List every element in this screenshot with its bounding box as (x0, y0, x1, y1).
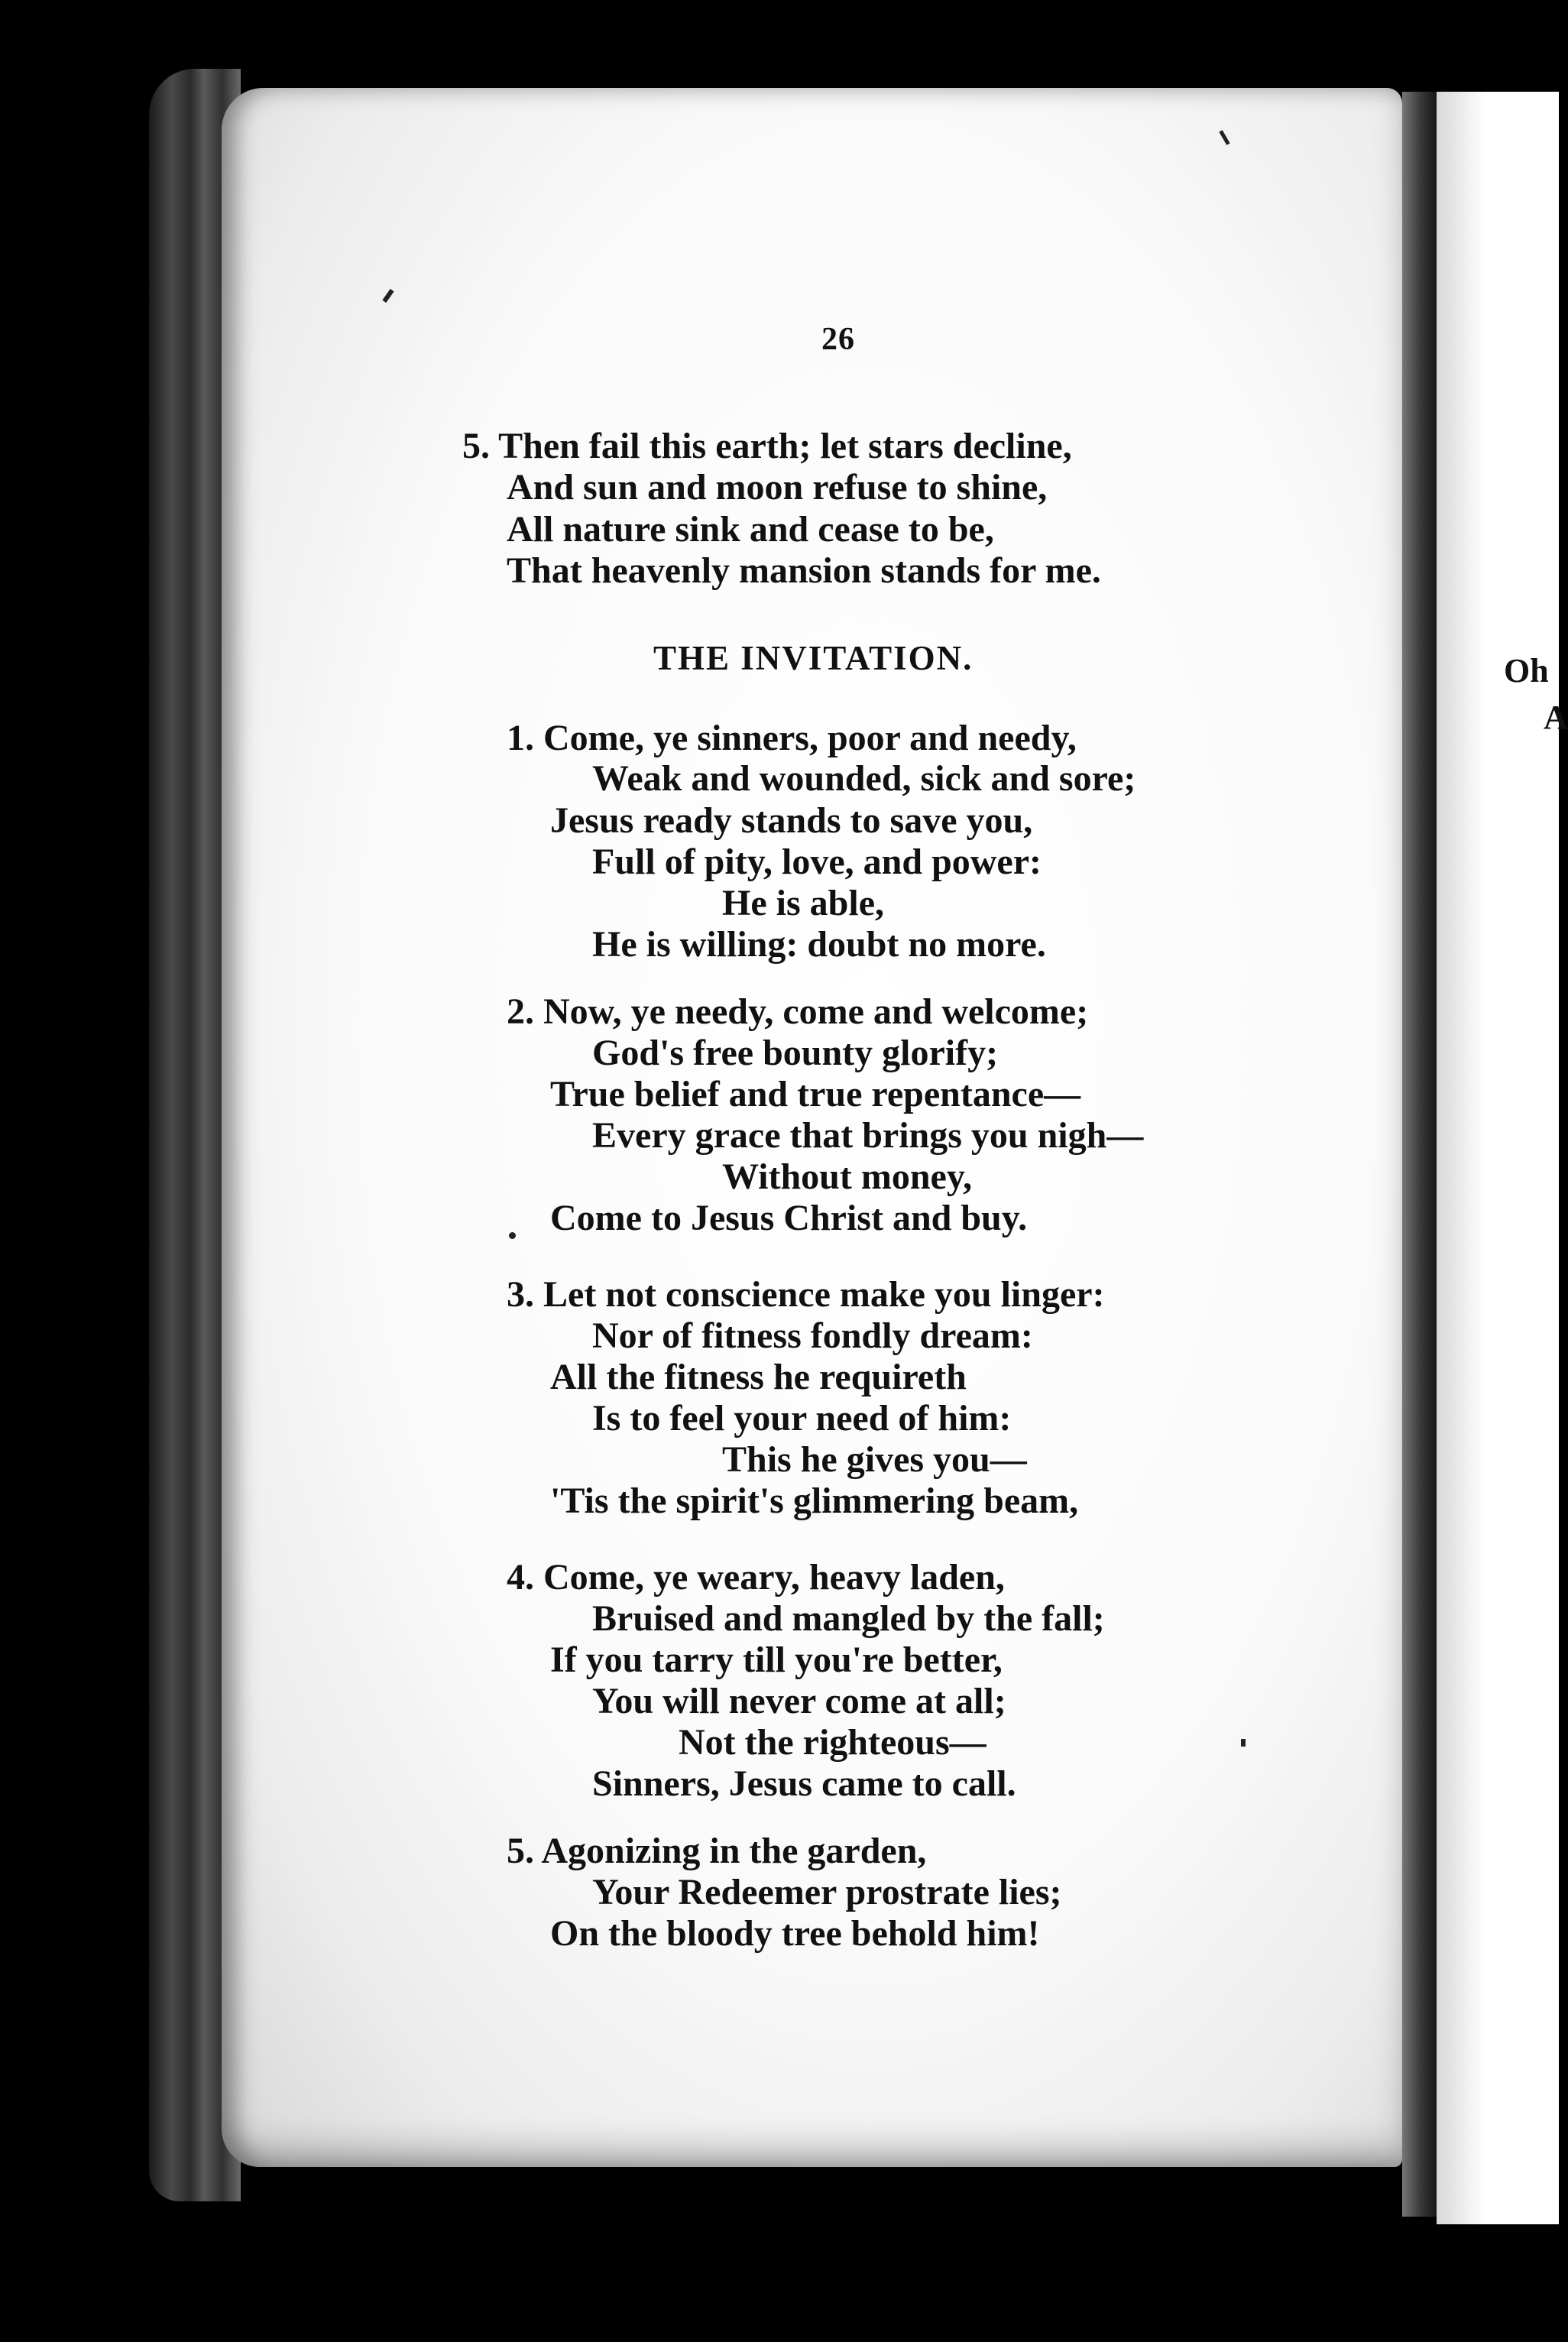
verse-line: 'Tis the spirit's glimmering beam, (550, 1481, 1079, 1521)
verse-line: That heavenly mansion stands for me. (507, 550, 1101, 591)
verse-line: 3. Let not conscience make you linger: (507, 1274, 1105, 1315)
verse-line: He is able, (722, 883, 884, 923)
verse-line: Nor of fitness fondly dream: (592, 1315, 1033, 1356)
verse-line: All the fitness he requireth (550, 1357, 967, 1397)
verse-line: Sinners, Jesus came to call. (592, 1763, 1016, 1804)
facing-page-text-fragment: Oh (1504, 652, 1549, 689)
verse-line: Your Redeemer prostrate lies; (592, 1872, 1062, 1912)
verse-line: If you tarry till you're better, (550, 1640, 1003, 1680)
verse-line: Come to Jesus Christ and buy. (550, 1198, 1028, 1238)
verse-line: Jesus ready stands to save you, (550, 800, 1033, 841)
facing-page-text-fragment: A (1544, 699, 1568, 736)
verse-line: 4. Come, ye weary, heavy laden, (507, 1557, 1005, 1598)
verse-line: Is to feel your need of him: (592, 1398, 1012, 1439)
verse-line: 5. Agonizing in the garden, (507, 1831, 927, 1871)
verse-line: Full of pity, love, and power: (592, 842, 1042, 882)
verse-line: God's free bounty glorify; (592, 1033, 999, 1073)
verse-line: You will never come at all; (592, 1681, 1006, 1721)
verse-line: 2. Now, ye needy, come and welcome; (507, 991, 1089, 1032)
verse-line: Not the righteous— (679, 1722, 986, 1763)
verse-line: Weak and wounded, sick and sore; (592, 758, 1136, 799)
verse-line: True belief and true repentance— (550, 1074, 1081, 1114)
verse-line: All nature sink and cease to be, (507, 509, 994, 550)
verse-line: Bruised and mangled by the fall; (592, 1598, 1105, 1639)
hymn-title: THE INVITATION. (653, 639, 974, 677)
verse-line: Without money, (722, 1156, 973, 1197)
verse-line: Every grace that brings you nigh— (592, 1115, 1144, 1156)
verse-line: On the bloody tree behold him! (550, 1913, 1040, 1954)
page-number: 26 (821, 322, 855, 357)
verse-line: And sun and moon refuse to shine, (507, 467, 1048, 508)
verse-line: This he gives you— (722, 1439, 1027, 1480)
verse-line: 5. Then fail this earth; let stars decline, (462, 426, 1072, 466)
verse-line: He is willing: doubt no more. (592, 924, 1046, 965)
verse-line: 1. Come, ye sinners, poor and needy, (507, 718, 1077, 758)
